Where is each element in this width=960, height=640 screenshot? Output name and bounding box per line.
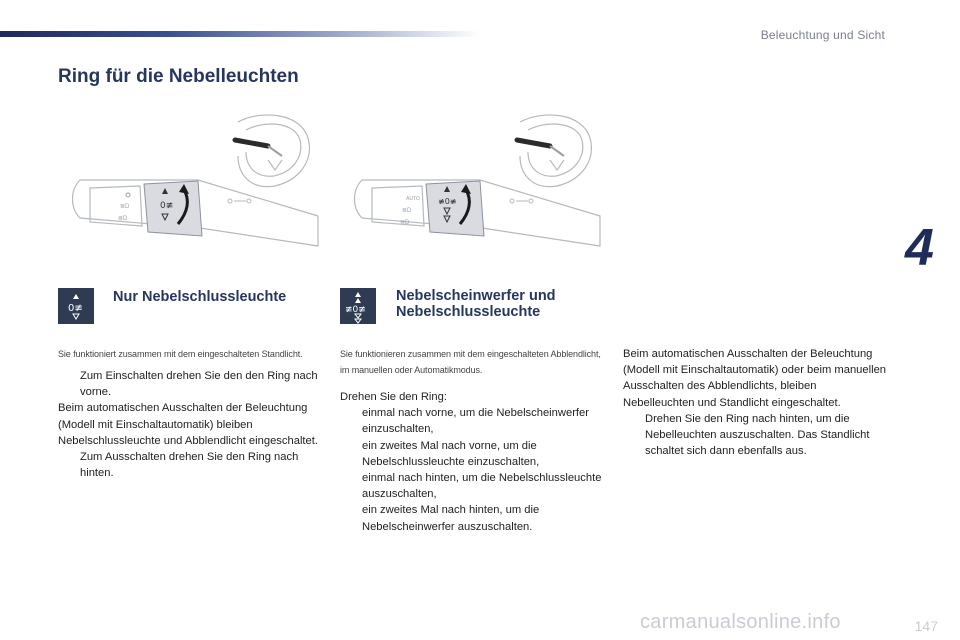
svg-text:≢0≢: ≢0≢ <box>345 305 366 315</box>
svg-text:≢0≢: ≢0≢ <box>438 197 457 206</box>
front-and-rear-fog-light-icon <box>340 288 376 324</box>
col3-body <box>623 346 891 459</box>
list-item: ein zweites Mal nach vorne, um die Nebelschlussleuchte einzuschalten, <box>362 439 540 468</box>
list-item: einmal nach vorne, um die Nebelscheinwerfer einzuschalten, <box>362 407 589 436</box>
list-item: einmal nach hinten, um die Nebelschlussleuchte auszuschalten, <box>362 472 602 501</box>
svg-text:≣D: ≣D <box>402 208 412 214</box>
watermark: carmanualsonline.info <box>640 611 841 633</box>
list-item: Drehen Sie den Ring nach hinten, um die Nebelleuchten auszuschalten. Das Standlicht schaltet sich dann ebenfalls aus. <box>645 412 870 458</box>
page-title: Ring für die Nebelleuchten <box>58 66 299 87</box>
steering-wheel-with-auto-fog-light-stalk-icon <box>352 108 612 258</box>
paragraph: Drehen Sie den Ring: <box>340 391 447 403</box>
svg-text:≣D: ≣D <box>118 216 128 222</box>
stalk-auto-label: AUTO <box>406 196 420 202</box>
chapter-number: 4 <box>905 219 934 277</box>
header-bar <box>0 31 480 37</box>
page-number: 147 <box>914 618 938 634</box>
list-item: ein zweites Mal nach hinten, um die Nebelscheinwerfer auszuschalten. <box>362 504 540 533</box>
section-title: Beleuchtung und Sicht <box>760 28 885 42</box>
col1-note: Sie funktioniert zusammen mit dem eingeschalteten Standlicht. <box>58 349 303 359</box>
col2-body <box>340 389 605 535</box>
paragraph: Beim automatischen Ausschalten der Beleuchtung (Modell mit Einschaltautomatik) oder beim manuellen Ausschalten des Abblendlichts, bleiben Nebelleuchten und Standlicht eingeschaltet. <box>623 348 887 409</box>
svg-text:≣D: ≣D <box>120 204 130 210</box>
steering-wheel-with-fog-light-stalk-icon <box>70 108 330 258</box>
rear-fog-light-icon <box>58 288 94 324</box>
col2-note: Sie funktionieren zusammen mit dem eingeschalteten Abblendlicht, im manuellen oder Automatikmodus. <box>340 349 601 375</box>
svg-text:≣D: ≣D <box>400 220 410 226</box>
list-item: Zum Einschalten drehen Sie den den Ring nach vorne. <box>80 370 318 399</box>
paragraph: Beim automatischen Ausschalten der Beleuchtung (Modell mit Einschaltautomatik) bleiben Nebelschlussleuchte und Abblendlicht eingeschaltet. <box>58 402 318 447</box>
col2-heading: Nebelscheinwerfer und Nebelschlussleuchte <box>396 288 556 320</box>
col1-heading: Nur Nebelschlussleuchte <box>113 289 287 305</box>
col1-body <box>58 368 320 481</box>
svg-text:0≢: 0≢ <box>68 303 83 314</box>
list-item: Zum Ausschalten drehen Sie den Ring nach hinten. <box>80 451 299 480</box>
svg-text:0≢: 0≢ <box>160 201 174 211</box>
